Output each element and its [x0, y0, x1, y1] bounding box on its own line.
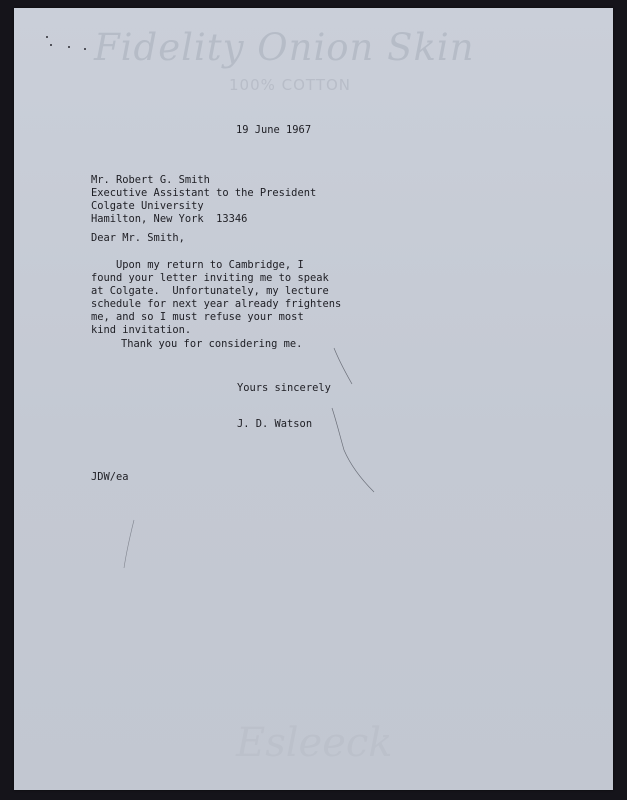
body-line: me, and so I must refuse your most [91, 311, 304, 323]
body-line: found your letter inviting me to speak [91, 272, 329, 284]
body-line: Upon my return to Cambridge, I [91, 259, 304, 271]
recipient-city: Hamilton, New York 13346 [91, 213, 248, 225]
scratch-mark [334, 348, 352, 384]
body-paragraph [91, 259, 341, 337]
signature-name: J. D. Watson [237, 418, 313, 430]
scratch-mark [332, 408, 374, 492]
pencil-scratches [14, 8, 613, 790]
mark-dot [68, 46, 70, 48]
mark-dot [46, 36, 48, 38]
watermark-material: 100% COTTON [229, 76, 352, 94]
thanks-line: Thank you for considering me. [121, 338, 303, 350]
mark-dot [50, 44, 52, 46]
watermark-maker: Esleeck [236, 720, 393, 766]
recipient-name: Mr. Robert G. Smith [91, 174, 210, 186]
punch-marks [44, 32, 94, 52]
mark-dot [84, 48, 86, 50]
letter-date: 19 June 1967 [236, 124, 312, 136]
letter-sheet [14, 8, 613, 790]
body-line: schedule for next year already frightens [91, 298, 342, 310]
recipient-title: Executive Assistant to the President [91, 187, 317, 199]
body-line: at Colgate. Unfortunately, my lecture [91, 285, 329, 297]
watermark-brand: Fidelity Onion Skin [94, 26, 475, 69]
closing: Yours sincerely [237, 382, 331, 394]
body-line: kind invitation. [91, 324, 192, 336]
recipient-address [91, 174, 316, 226]
typist-initials: JDW/ea [91, 471, 129, 483]
recipient-institution: Colgate University [91, 200, 204, 212]
salutation: Dear Mr. Smith, [91, 232, 185, 244]
scratch-mark [124, 520, 134, 568]
